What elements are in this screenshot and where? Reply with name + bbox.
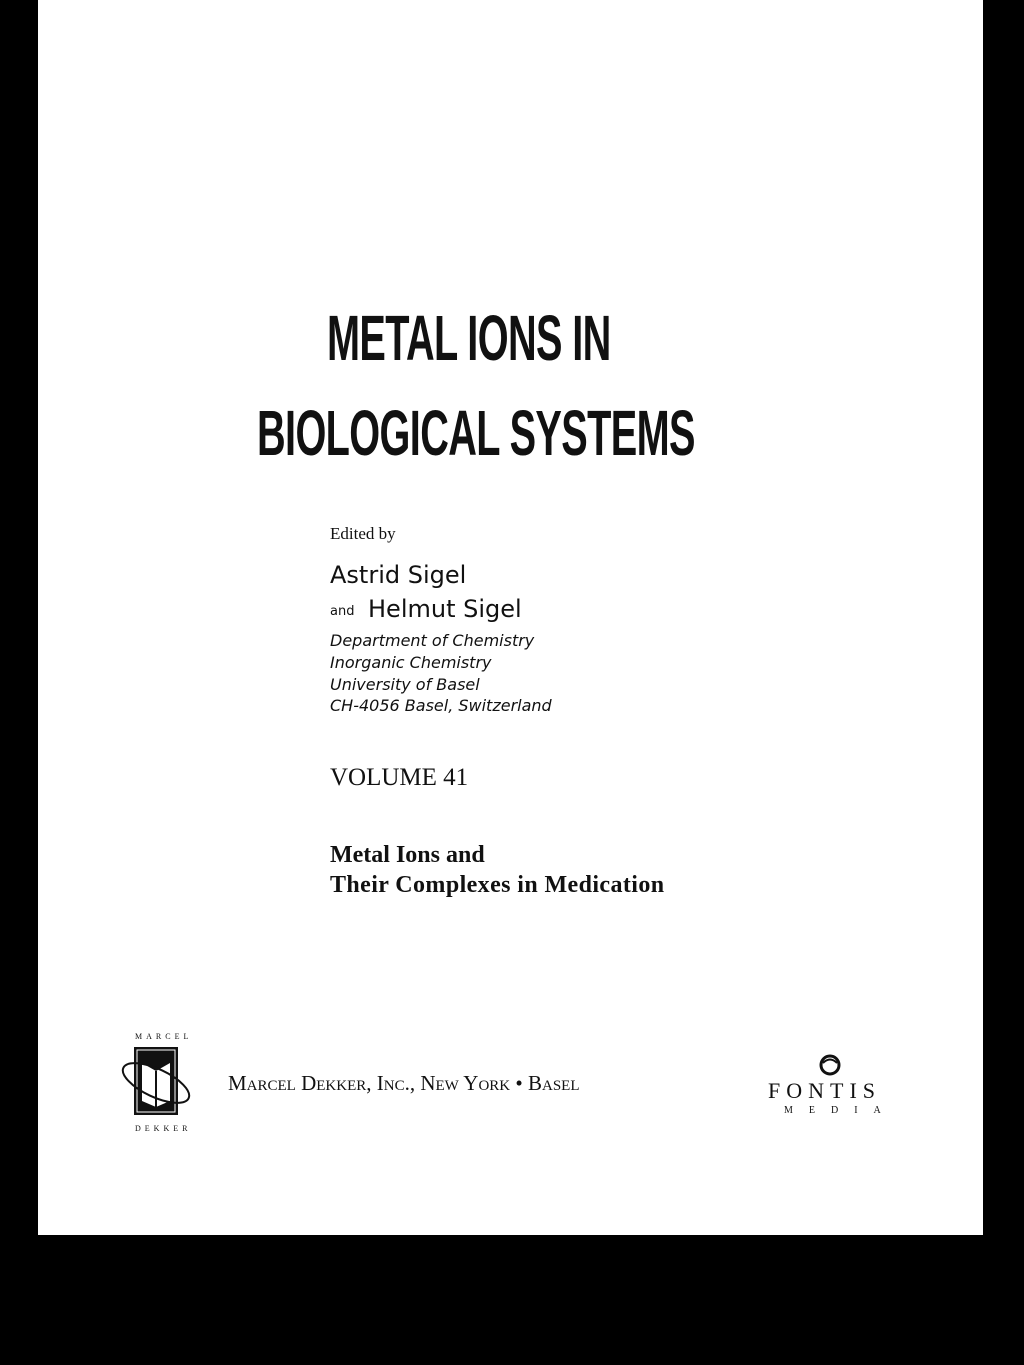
book-emblem-icon xyxy=(118,1045,228,1125)
book-title-line1: METAL IONS IN xyxy=(327,302,611,374)
and-label: and xyxy=(330,604,355,619)
affiliation-line: University of Basel xyxy=(330,675,480,694)
fontis-text: FONTIS xyxy=(768,1078,882,1103)
publisher-name: Marcel Dekker, Inc., New York • Basel xyxy=(228,1071,580,1095)
affiliation-line: Inorganic Chemistry xyxy=(330,653,492,672)
volume-subtitle-line1: Metal Ions and xyxy=(330,842,485,868)
affiliation-line: CH-4056 Basel, Switzerland xyxy=(330,696,552,715)
logo-bottom-text: DEKKER xyxy=(135,1124,192,1133)
edited-by-label: Edited by xyxy=(330,524,396,543)
title-page xyxy=(38,0,983,1235)
editor-name: Helmut Sigel xyxy=(368,595,522,623)
logo-top-text: MARCEL xyxy=(135,1032,193,1041)
editor-name: Astrid Sigel xyxy=(330,561,467,589)
book-title-line2: BIOLOGICAL SYSTEMS xyxy=(257,397,695,469)
fontis-emblem-icon xyxy=(818,1053,842,1077)
affiliation-line: Department of Chemistry xyxy=(330,631,535,650)
marcel-dekker-logo xyxy=(118,1033,228,1133)
fontis-media-logo xyxy=(766,1053,916,1125)
volume-number: VOLUME 41 xyxy=(330,764,469,791)
volume-subtitle-line2: Their Complexes in Medication xyxy=(330,872,665,898)
media-text: MEDIA xyxy=(784,1105,897,1116)
